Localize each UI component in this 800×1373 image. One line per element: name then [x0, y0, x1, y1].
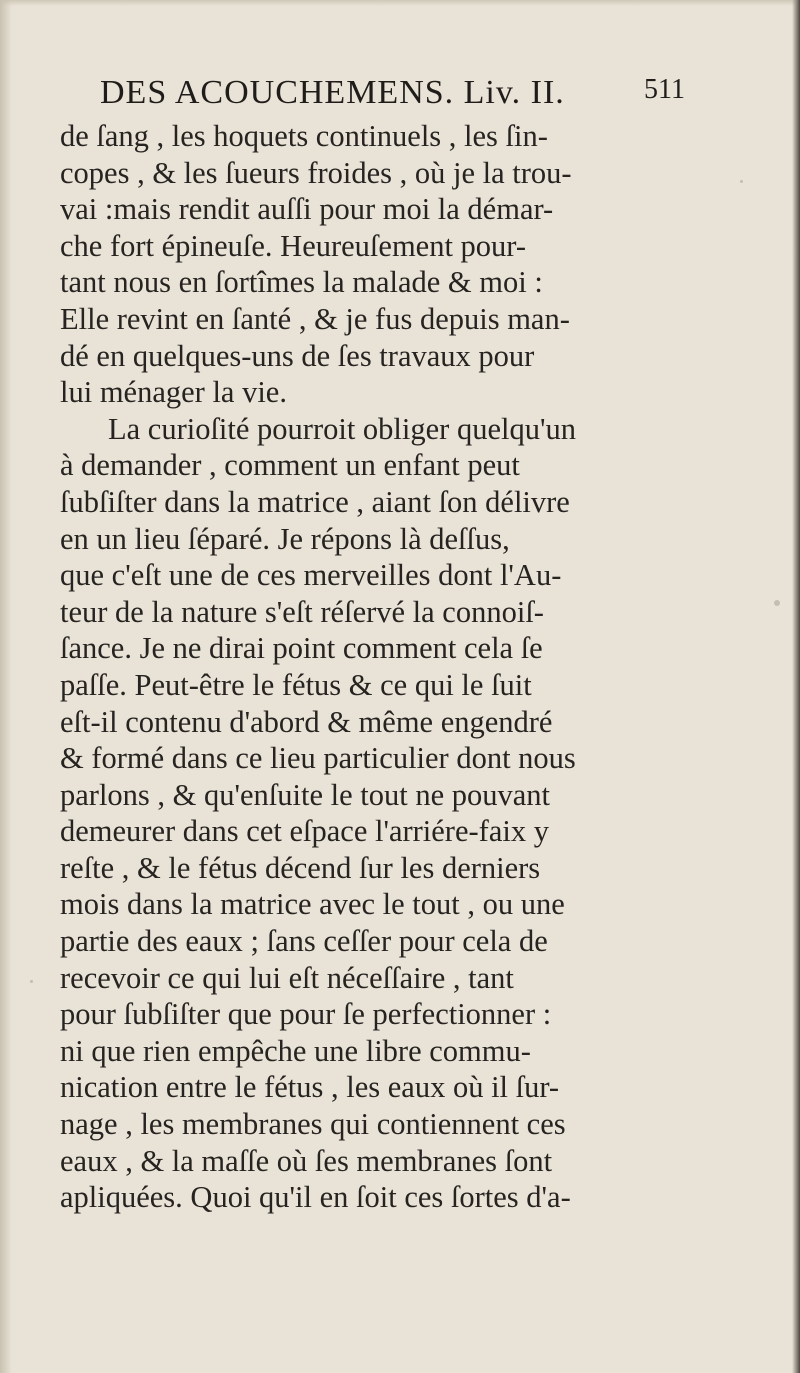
- page-gutter-shadow: [0, 0, 12, 1373]
- paragraph-start-line: La curioſité pourroit obliger quelqu'un: [108, 411, 576, 446]
- text-line: ſubſiſter dans la matrice , aiant ſon délivre: [60, 484, 570, 519]
- page-number: 511: [644, 74, 685, 105]
- text-line: en un lieu ſéparé. Je répons là deſſus,: [60, 521, 510, 556]
- text-line: mois dans la matrice avec le tout , ou une: [60, 887, 565, 922]
- paper-speck: [740, 180, 743, 183]
- text-line: ſance. Je ne dirai point comment cela ſe: [60, 631, 543, 666]
- text-line: lui ménager la vie.: [60, 375, 287, 410]
- text-line: & formé dans ce lieu particulier dont nous: [60, 741, 576, 776]
- text-line: che fort épineuſe. Heureuſement pour-: [60, 228, 527, 263]
- text-line: Elle revint en ſanté , & je fus depuis man-: [60, 301, 570, 336]
- text-line: nage , les membranes qui contiennent ces: [60, 1107, 566, 1142]
- text-line: demeurer dans cet eſpace l'arriére-faix y: [60, 814, 549, 849]
- body-text: [60, 118, 680, 1216]
- text-line: reſte , & le fétus décend ſur les derniers: [60, 850, 541, 885]
- text-line: teur de la nature s'eſt réſervé la connoiſ-: [60, 594, 544, 629]
- text-line: dé en quelques-uns de ſes travaux pour: [60, 338, 535, 373]
- paper-speck: [30, 980, 33, 983]
- text-line: eaux , & la maſſe où ſes membranes ſont: [60, 1143, 553, 1178]
- text-line: eſt-il contenu d'abord & même engendré: [60, 704, 553, 739]
- paper-speck: [774, 600, 780, 606]
- running-head: DES ACOUCHEMENS. Liv. II.: [100, 74, 565, 111]
- text-line: recevoir ce qui lui eſt néceſſaire , tant: [60, 960, 514, 995]
- page-top-edge: [0, 0, 800, 6]
- text-line: à demander , comment un enfant peut: [60, 448, 520, 483]
- text-line: nication entre le fétus , les eaux où il ſur-: [60, 1070, 560, 1105]
- page-right-edge: [792, 0, 800, 1373]
- text-line: copes , & les ſueurs froides , où je la trou-: [60, 155, 572, 190]
- text-line: de ſang , les hoquets continuels , les ſin-: [60, 119, 548, 153]
- text-line: apliquées. Quoi qu'il en ſoit ces ſortes d'a-: [60, 1180, 571, 1215]
- page-header: [100, 74, 685, 120]
- text-line: que c'eſt une de ces merveilles dont l'Au-: [60, 558, 562, 593]
- text-line: tant nous en ſortîmes la malade & moi :: [60, 265, 543, 300]
- text-line: parlons , & qu'enſuite le tout ne pouvant: [60, 777, 551, 812]
- text-line: ni que rien empêche une libre commu-: [60, 1033, 531, 1068]
- text-line: paſſe. Peut-être le fétus & ce qui le ſuit: [60, 667, 532, 702]
- text-line: partie des eaux ; ſans ceſſer pour cela de: [60, 924, 548, 959]
- text-line: vai :mais rendit auſſi pour moi la démar-: [60, 192, 554, 227]
- text-line: pour ſubſiſter que pour ſe perfectionner :: [60, 997, 552, 1032]
